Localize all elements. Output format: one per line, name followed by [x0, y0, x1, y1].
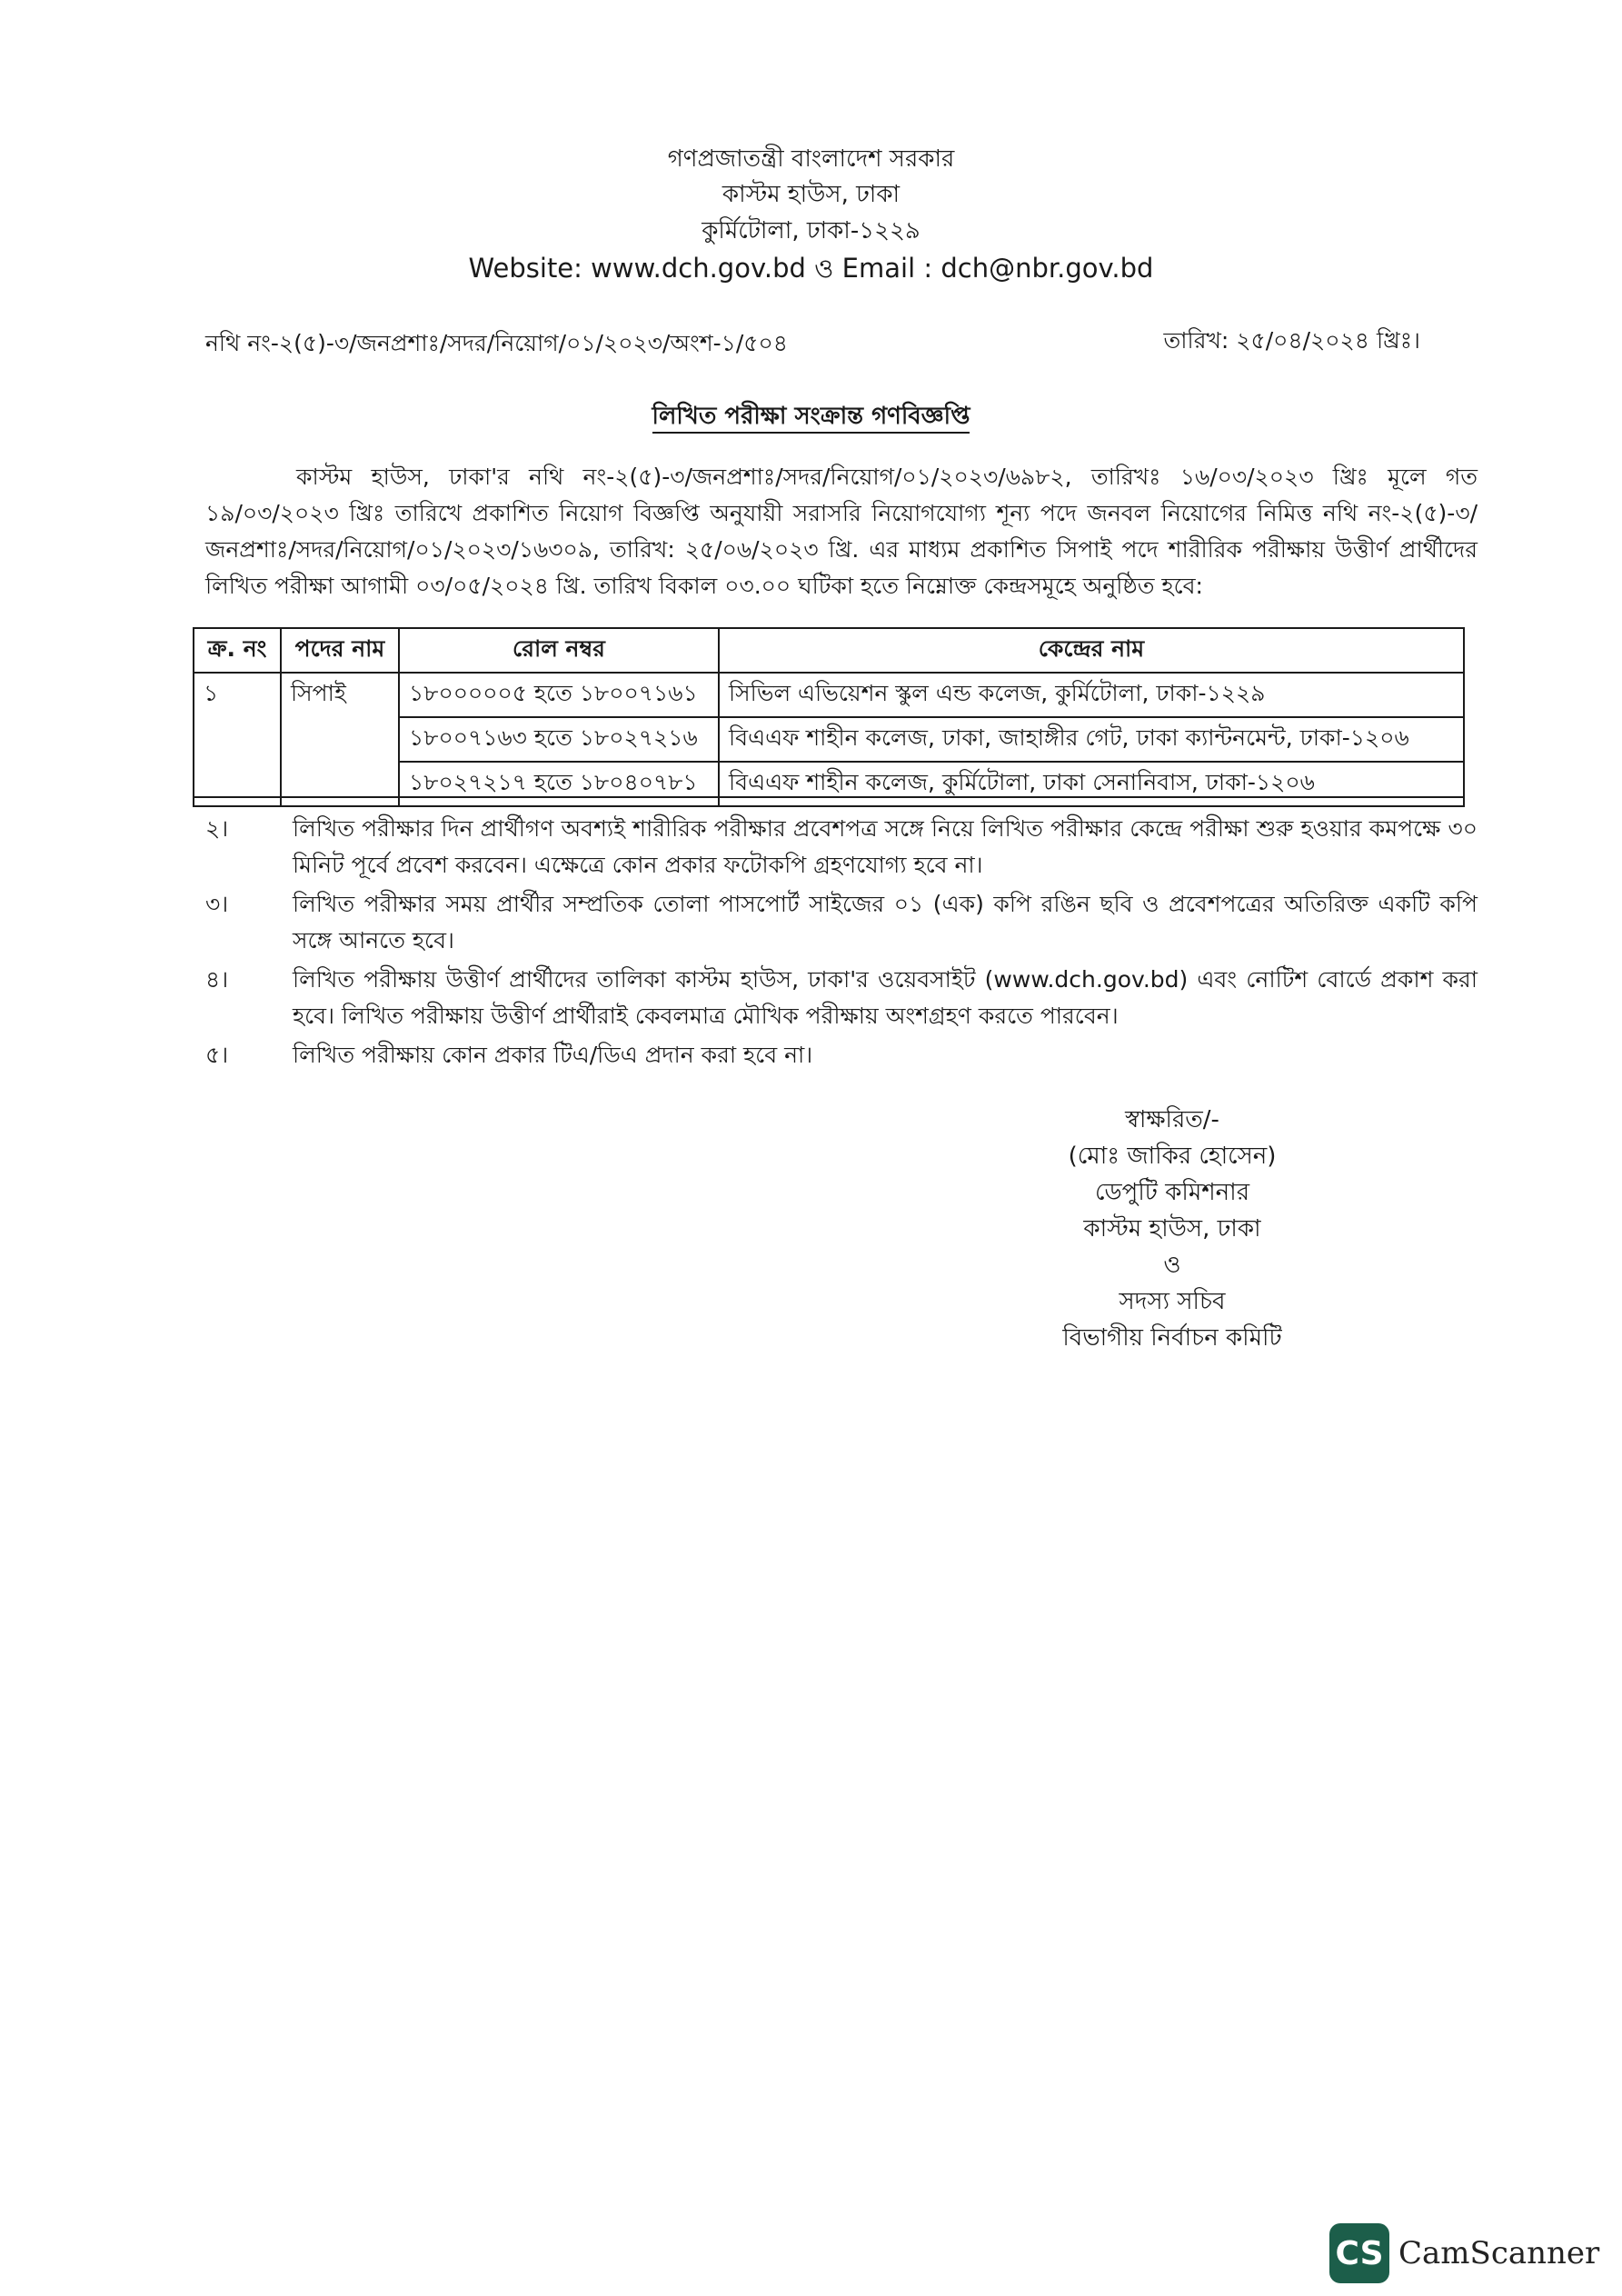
- table-row: [194, 673, 1464, 717]
- header-government: গণপ্রজাতন্ত্রী বাংলাদেশ সরকার: [667, 145, 955, 173]
- instruction-number: ২।: [205, 815, 229, 842]
- signature-signed: স্বাক্ষরিত/-: [1125, 1106, 1219, 1133]
- cell-center: বিএএফ শাহীন কলেজ, কুর্মিটোলা, ঢাকা সেনানিবাস, ঢাকা-১২০৬: [719, 762, 1464, 806]
- instruction-number: ৪।: [205, 966, 229, 993]
- signature-block: [1000, 1102, 1345, 1356]
- camscanner-watermark: [1329, 2223, 1599, 2283]
- instruction-item: [205, 1037, 1478, 1073]
- instruction-item: [205, 811, 1478, 883]
- divider-line: [193, 796, 1465, 798]
- signatory-name: (মোঃ জাকির হোসেন): [1068, 1143, 1277, 1170]
- table-header-row: [194, 628, 1464, 673]
- signatory-role: সদস্য সচিব: [1119, 1288, 1226, 1315]
- signatory-committee: বিভাগীয় নির্বাচন কমিটি: [1062, 1324, 1282, 1352]
- instruction-item: [205, 962, 1478, 1034]
- cell-center: সিভিল এভিয়েশন স্কুল এন্ড কলেজ, কুর্মিটোলা, ঢাকা-১২২৯: [719, 673, 1464, 717]
- camscanner-text: CamScanner: [1398, 2235, 1600, 2271]
- notice-subject: [0, 397, 1622, 437]
- signatory-office: কাস্টম হাউস, ঢাকা: [1083, 1215, 1261, 1243]
- camscanner-logo-icon: CS: [1329, 2223, 1389, 2283]
- header-center: কেন্দ্রের নাম: [719, 628, 1464, 673]
- cell-center: বিএএফ শাহীন কলেজ, ঢাকা, জাহাঙ্গীর গেট, ঢাকা ক্যান্টনমেন্ট, ঢাকা-১২০৬: [719, 717, 1464, 762]
- cell-post: সিপাই: [281, 673, 399, 806]
- intro-paragraph: কাস্টম হাউস, ঢাকা'র নথি নং-২(৫)-৩/জনপ্রশাঃ/সদর/নিয়োগ/০১/২০২৩/৬৯৮২, তারিখঃ ১৬/০৩/২০২৩ খ্রিঃ মূলে গত ১৯/০৩/২০২৩ খ্রিঃ তারিখে প্রকাশিত নিয়োগ বিজ্ঞপ্তি অনুযায়ী সরাসরি নিয়োগযোগ্য শূন্য পদে জনবল নিয়োগের নিমিত্ত নথি নং-২(৫)-৩/জনপ্রশাঃ/সদর/নিয়োগ/০১/২০২৩/১৬৩০৯, তারিখ: ২৫/০৬/২০২৩ খ্রি. এর মাধ্যম প্রকাশিত সিপাই পদে শারীরিক পরীক্ষায় উত্তীর্ণ প্রার্থীদের লিখিত পরীক্ষা আগামী ০৩/০৫/২০২৪ খ্রি. তারিখ বিকাল ০৩.০০ ঘটিকা হতে নিম্নোক্ত কেন্দ্রসমূহে অনুষ্ঠিত হবে:: [205, 464, 1478, 599]
- header-website-email: Website: www.dch.gov.bd ও Email : dch@nbr.gov.bd: [468, 253, 1154, 284]
- reference-number: নথি নং-২(৫)-৩/জনপ্রশাঃ/সদর/নিয়োগ/০১/২০২৩/অংশ-১/৫০৪: [205, 330, 788, 356]
- header-serial: ক্র. নং: [194, 628, 281, 673]
- notice-subject-text: লিখিত পরীক্ষা সংক্রান্ত গণবিজ্ঞপ্তি: [652, 403, 970, 434]
- instruction-text: লিখিত পরীক্ষায় কোন প্রকার টিএ/ডিএ প্রদান করা হবে না।: [293, 1042, 813, 1068]
- cell-serial: ১: [194, 673, 281, 806]
- signatory-title: ডেপুটি কমিশনার: [1094, 1179, 1249, 1206]
- header-office: কাস্টম হাউস, ঢাকা: [721, 181, 901, 208]
- instruction-text: লিখিত পরীক্ষায় উত্তীর্ণ প্রার্থীদের তালিকা কাস্টম হাউস, ঢাকা'র ওয়েবসাইট (www.dch.gov.bd) এবং নোটিশ বোর্ডে প্রকাশ করা হবে। লিখিত পরীক্ষায় উত্তীর্ণ প্রার্থীরাই কেবলমাত্র মৌখিক পরীক্ষায় অংশগ্রহণ করতে পারবেন।: [293, 966, 1478, 1029]
- instructions-list: [205, 811, 1478, 1076]
- signatory-conjunction: ও: [1163, 1252, 1181, 1279]
- cell-roll: ১৮০২৭২১৭ হতে ১৮০৪০৭৮১: [399, 762, 719, 806]
- instruction-number: ৫।: [205, 1042, 229, 1068]
- instruction-text: লিখিত পরীক্ষার দিন প্রার্থীগণ অবশ্যই শারীরিক পরীক্ষার প্রবেশপত্র সঙ্গে নিয়ে লিখিত পরীক্ষার কেন্দ্রে পরীক্ষা শুরু হওয়ার কমপক্ষে ৩০ মিনিট পূর্বে প্রবেশ করবেন। এক্ষেত্রে কোন প্রকার ফটোকপি গ্রহণযোগ্য হবে না।: [293, 815, 1478, 878]
- cell-roll: ১৮০০০০০৫ হতে ১৮০০৭১৬১: [399, 673, 719, 717]
- instruction-item: [205, 886, 1478, 959]
- exam-centers-table: [193, 627, 1465, 807]
- header-roll: রোল নম্বর: [399, 628, 719, 673]
- notice-date: তারিখ: ২৫/০৪/২০২৪ খ্রিঃ।: [1163, 327, 1420, 354]
- cell-roll: ১৮০০৭১৬৩ হতে ১৮০২৭২১৬: [399, 717, 719, 762]
- header-post: পদের নাম: [281, 628, 399, 673]
- instruction-text: লিখিত পরীক্ষার সময় প্রার্থীর সম্প্রতিক তোলা পাসপোর্ট সাইজের ০১ (এক) কপি রঙিন ছবি ও প্রবেশপত্রের অতিরিক্ত একটি কপি সঙ্গে আনতে হবে।: [293, 891, 1478, 953]
- header-address: কুর্মিটোলা, ঢাকা-১২২৯: [702, 217, 920, 245]
- instruction-number: ৩।: [205, 891, 229, 917]
